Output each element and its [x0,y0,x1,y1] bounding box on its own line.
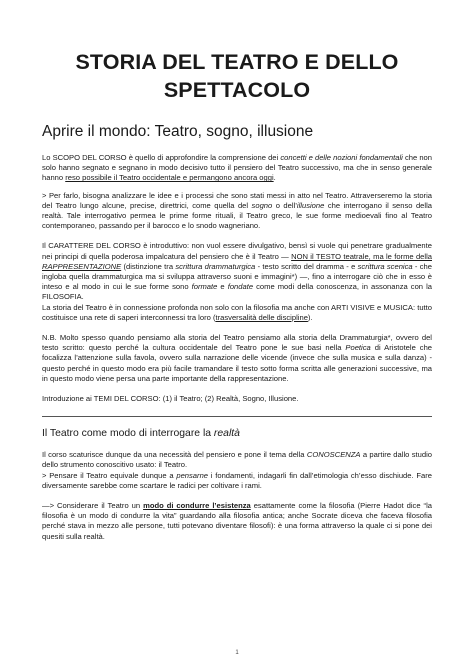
paragraph-scopo-del-corso: Lo SCOPO DEL CORSO è quello di approfondire la comprensione dei concetti e delle nozioni fondamentali che non solo hanno segnato e segnano in modo decisivo tutto il pensiero del Teatro successivo, ma che in senso generale hanno reso possibile il Teatro occidentale e permangono ancora oggi. [42,153,432,183]
paragraph-nota-bene: N.B. Molto spesso quando pensiamo alla storia del Teatro pensiamo alla storia della Drammaturgia*, ovvero del testo scritto: questo perché la cultura occidentale del Teatro pone le sue basi nella Poetica di Aristotele che focalizza l’attenzione sulla favola, ovvero sulla narrazione delle vicende (invece che sulla musica e sulla danza) - questo perché in questo modo era più facile tramandare il testo sotto forma scritta alle generazioni successive, ma in questo modo viene persa una parte importante della rappresentazione. [42,333,433,383]
paragraph-per-farlo: > Per farlo, bisogna analizzare le idee e i processi che sono stati messi in atto nel Teatro. Attraverseremo la storia del Teatro lungo alcune, precise, direttrici, come quella del sogno o dell’illusione che interrogano il senso della realtà. Tale interrogativo permea le prime forme rituali, il Teatro greco, le sue forme medioevali fino al Teatro contemporaneo, passando per il barocco e lo snodo wagneriano. [42,190,432,231]
document-title: STORIA DEL TEATRO E DELLO SPETTACOLO [75,50,399,102]
section-heading-teatro-realta: Il Teatro come modo di interrogare la realtà [42,428,240,440]
section-divider [42,416,432,417]
section-heading-aprire-il-mondo: Aprire il mondo: Teatro, sogno, illusione [42,123,314,140]
page-number: 1 [235,650,239,656]
paragraph-carattere-del-corso: Il CARATTERE DEL CORSO è introduttivo: non vuol essere divulgativo, bensì si vuole qui penetrare gradualmente nei principi di quella poderosa impalcatura del pensiero che è il Teatro — NON il TESTO teatrale, ma le forme della RAPPRESENTAZIONE (distinzione tra scrittura drammaturgica - testo scritto del dramma - e scrittura scenica - che ingloba quella drammaturgica ma si sviluppa attraverso suoni e immagini*) —, fino a interrogare ciò che in esso è inteso e al modo in cui le sue forme sono formate e fondate come modi della conoscenza, in assonanza con la FILOSOFIA. La storia del Teatro è in connessione profonda non solo con la filosofia ma anche con ARTI VISIVE e MUSICA: tutto costituisce una rete di saperi interconnessi tra loro (trasversalità delle discipline). [42,241,432,322]
paragraph-conoscenza: Il corso scaturisce dunque da una necessità del pensiero e pone il tema della CONOSCENZA a partire dallo studio dello strumento conoscitivo usato: il Teatro. > Pensare il Teatro equivale dunque a pensarne i fondamenti, indagarli fin dall’etimologia ch’esso dischiude. Fare diversamente sarebbe come scartare le radici per coltivare i rami. [42,450,432,490]
paragraph-modo-di-condurre: —> Considerare il Teatro un modo di condurre l’esistenza esattamente come la filosofia (Pierre Hadot dice “la filosofia è un modo di condurre la vita” guardando alla filosofia antica; anche Socrate diceva che faceva filosofia perché stava in mezzo alle persone, tutti potevano diventare filosofi): è una forma attraverso la quale ci si pone dei quesiti sulla realtà. [42,501,432,541]
paragraph-temi-del-corso: Introduzione ai TEMI DEL CORSO: (1) il Teatro; (2) Realtà, Sogno, Illusione. [42,394,299,404]
